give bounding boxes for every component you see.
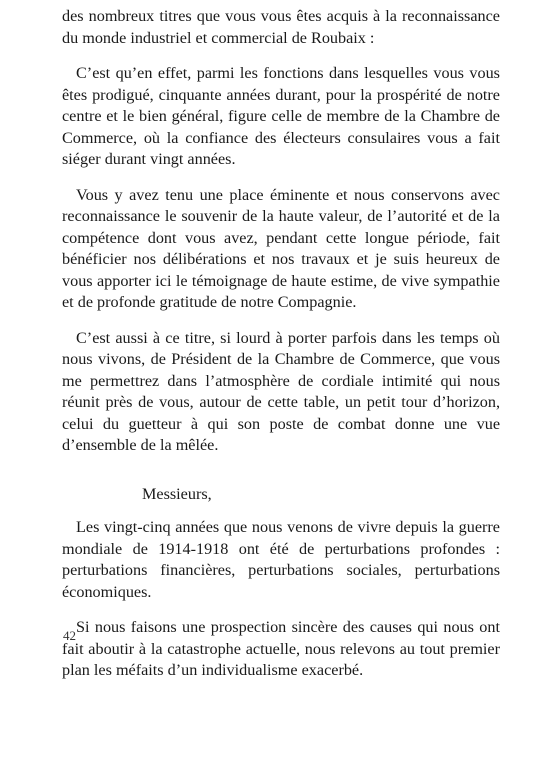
paragraph-eminent-place: Vous y avez tenu une place éminente et nous conservons avec reconnaissance le souvenir de la haute valeur, de l’autorité et de la compétence dont vous avez, pendant cette longue période, fait bénéficier nos délibérations et nos travaux et je suis heureux de vous apporter ici le témoignage de haute estime, de vive sympathie et de profonde gratitude de notre Compagnie. — [62, 185, 500, 311]
paragraph-functions: C’est qu’en effet, parmi les fonctions dans lesquelles vous vous êtes prodigué, cinquante années durant, pour la prospérité de notre centre et le bien général, figure celle de membre de la Chambre de Commerce, où la confiance des électeurs consulaires vous a fait siéger durant vingt années. — [62, 64, 500, 168]
page-number: 42 — [63, 628, 76, 643]
paragraph-causes: Si nous faisons une prospection sincère des causes qui nous ont fait aboutir à la catastrophe actuelle, nous relevons au tout premier plan les méfaits d’un individualisme exacerbé. — [62, 618, 500, 679]
paragraph-president: C’est aussi à ce titre, si lourd à porter parfois dans les temps où nous vivons, de Président de la Chambre de Commerce, que vous me permettrez dans l’atmosphère de cordiale intimité qui nous réunit près de vous, autour de cette table, un petit tour d’horizon, celui du guetteur à qui son poste de combat donne une vue d’ensemble de la mêlée. — [62, 328, 500, 454]
paragraph-continuation: des nombreux titres que vous vous êtes acquis à la reconnaissance du monde industriel et commercial de Roubaix : — [62, 7, 500, 47]
salutation: Messieurs, — [142, 484, 212, 503]
paragraph-twenty-five-years: Les vingt-cinq années que nous venons de vivre depuis la guerre mondiale de 1914-1918 ont été de perturbations profondes : perturbations financières, perturbations sociales, perturbations économiques. — [62, 518, 500, 601]
body-text — [62, 6, 500, 682]
